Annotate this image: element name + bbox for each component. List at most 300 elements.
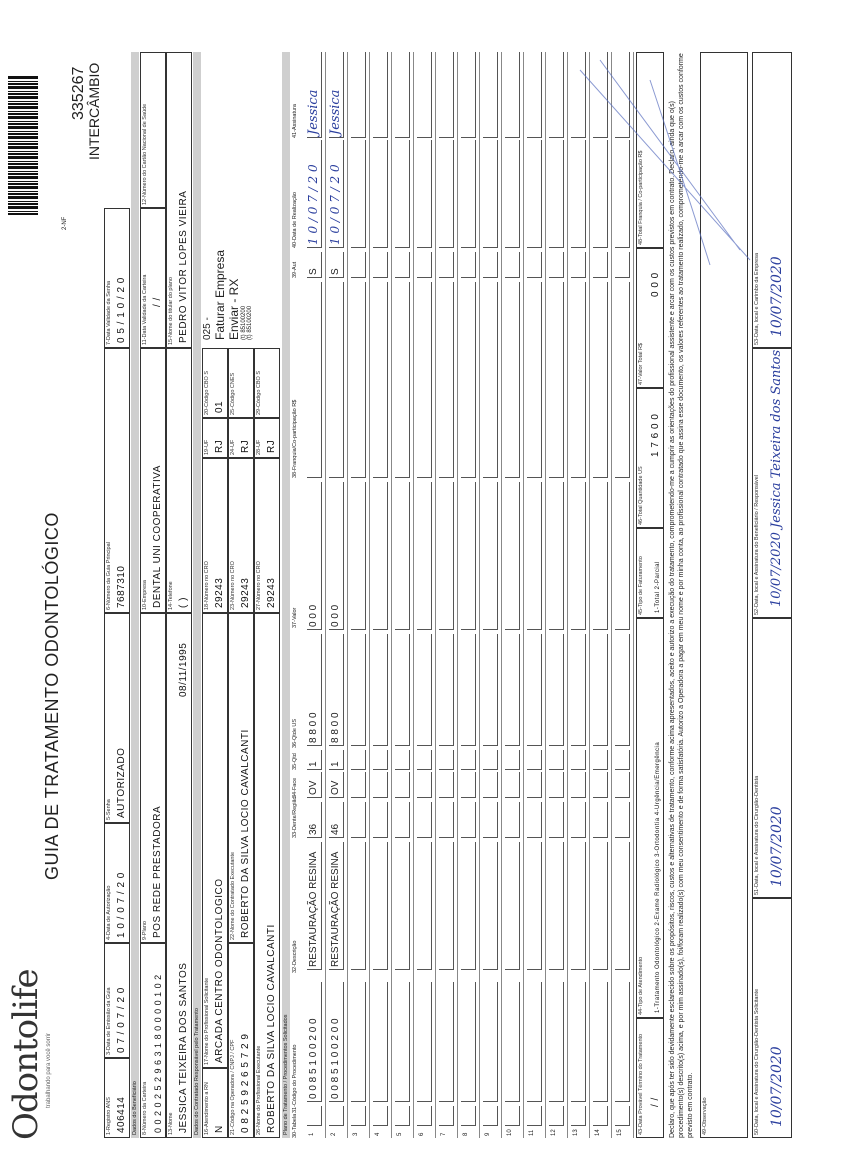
nome-solicitante-field: 17-Nome do Profissional Solicitante ARCADA CENTRO ODONTOLOGICO [202, 613, 228, 1068]
tipo-atendimento-value: 1-Tratamento Odontológico 2-Exame Radiológico 3-Ortodontia 4-Urgência/Emergência [655, 741, 661, 1013]
cell-qty: 1 [330, 761, 341, 767]
cell-tooth: 46 [330, 823, 341, 835]
table-cell [461, 52, 476, 138]
table-cell [615, 282, 630, 478]
table-row [392, 52, 414, 1138]
table-cell [351, 842, 366, 970]
table-cell [615, 1106, 630, 1126]
empresa-value: DENTAL UNI COOPERATIVA [152, 465, 163, 608]
table-cell [549, 634, 564, 746]
page-title: GUIA DE TRATAMENTO ODONTOLÓGICO [42, 512, 62, 880]
table-cell [461, 252, 476, 278]
table-cell [417, 52, 432, 138]
table-cell [571, 282, 586, 478]
table-cell [395, 52, 410, 138]
cell-data: 1 0 / 0 7 / 2 0 [306, 164, 320, 245]
plano-value: POS REDE PRESTADORA [152, 805, 163, 938]
row-number: 5 [397, 1132, 403, 1136]
table-cell [571, 842, 586, 970]
cartao-nacional-field: 12-Número do Cartão Nacional de Saúde [140, 52, 166, 208]
table-cell [417, 982, 432, 1102]
col-face: 34-Face [292, 777, 298, 798]
tipo-atendimento-field: 44-Tipo de Atendimento 1-Tratamento Odontológico 2-Exame Radiológico 3-Ortodontia 4-Urgência/Emergência [636, 618, 664, 1018]
table-cell [307, 1106, 322, 1126]
table-cell [549, 842, 564, 970]
sig53-value: 10/07/2020 [769, 256, 785, 337]
table-cell [439, 52, 454, 138]
table-cell [549, 482, 564, 630]
col-valor: 37-Valor [292, 607, 298, 628]
table-cell [483, 52, 498, 138]
table-cell [351, 482, 366, 630]
table-row [458, 52, 480, 1138]
total-us-field: 46-Total Quantidade US 1 7 6 0 0 [636, 388, 664, 528]
table-cell [527, 282, 542, 478]
table-cell [505, 802, 520, 838]
table-cell [527, 252, 542, 278]
table-cell [417, 140, 432, 248]
table-row [414, 52, 436, 1138]
data-autorizacao-field: 4-Data de Autorização 1 0 / 0 7 / 2 0 [104, 823, 130, 943]
faturamento-field: 45-Tipo de Faturamento 1-Total 2-Parcial [636, 528, 664, 618]
cro-executante-field: 27-Número no CRO 29243 [254, 458, 280, 613]
table-row [348, 52, 370, 1138]
table-cell [571, 1106, 586, 1126]
table-cell [615, 750, 630, 770]
table-cell [615, 482, 630, 630]
faturamento-value: 1-Total 2-Parcial [655, 561, 661, 613]
sig50-value: 10/07/2020 [769, 1046, 785, 1127]
cell-tooth: 36 [308, 823, 319, 835]
validade-carteira-field: 11-Data Validade da Carteira / / [140, 208, 166, 348]
table-cell [483, 140, 498, 248]
observacao-field: 49-Observação [700, 52, 748, 1138]
table-cell [593, 634, 608, 746]
table-cell [505, 750, 520, 770]
cell-us: 8 8 0 0 [308, 712, 319, 743]
cro-solicitante-field: 18-Número no CRO 29243 [202, 458, 228, 613]
cell-valor: 0 0 0 [308, 604, 319, 627]
barcode [8, 75, 38, 215]
carteira-value: 0 0 2 0 2 5 2 9 6 3 1 8 0 0 0 0 1 0 2 [153, 974, 163, 1133]
table-cell [395, 252, 410, 278]
table-cell [461, 772, 476, 798]
atendimento-rn-field: 16-Atendimento a RN N [202, 1068, 228, 1138]
table-cell [593, 1106, 608, 1126]
table-cell [417, 482, 432, 630]
side-note-code: 025 - [202, 317, 213, 340]
franquia-field: 48-Total Franquia / Co-participação R$ [636, 52, 664, 248]
senha-value: AUTORIZADO [116, 747, 127, 818]
table-cell [373, 52, 388, 138]
table-cell [505, 772, 520, 798]
row-number: 10 [507, 1129, 513, 1136]
table-cell [351, 772, 366, 798]
validade-carteira-value: / / [152, 297, 163, 307]
table-cell [461, 750, 476, 770]
cro-executante-value: 29243 [266, 577, 277, 608]
table-cell [505, 482, 520, 630]
total-us-value: 1 7 6 0 0 [650, 413, 661, 457]
nome-value: JESSICA TEIXEIRA DOS SANTOS [178, 962, 189, 1133]
telefone-value: ( ) [178, 597, 189, 608]
cod-operadora-value: 0 8 2 5 9 2 6 5 7 2 9 [240, 1033, 251, 1133]
table-row [502, 52, 524, 1138]
table-cell [307, 750, 322, 770]
cbo-executante-field: 29-Código CBO S [254, 348, 280, 418]
uf-executante-value: RJ [266, 439, 277, 453]
table-cell [351, 140, 366, 248]
table-cell [615, 982, 630, 1102]
table-cell [615, 802, 630, 838]
table-cell [593, 842, 608, 970]
version-code: 2-NF [62, 216, 68, 230]
table-cell [395, 982, 410, 1102]
col-qtd: 35-Qtd [292, 753, 298, 770]
table-cell [483, 252, 498, 278]
table-cell [527, 802, 542, 838]
row-number: 13 [573, 1129, 579, 1136]
table-cell [461, 482, 476, 630]
table-row [436, 52, 458, 1138]
table-cell [373, 772, 388, 798]
table-cell [439, 1106, 454, 1126]
table-cell [483, 482, 498, 630]
plano-field: 9-Plano POS REDE PRESTADORA [140, 613, 166, 943]
table-cell [417, 634, 432, 746]
table-cell [351, 982, 366, 1102]
table-cell [527, 52, 542, 138]
intercambio-label: INTERCÂMBIO [86, 62, 102, 160]
table-cell [439, 982, 454, 1102]
table-cell [505, 52, 520, 138]
table-row [480, 52, 502, 1138]
table-cell [593, 802, 608, 838]
termino-field: 43-Data Provável Término do Tratamento / / [636, 1018, 664, 1138]
table-cell [439, 252, 454, 278]
table-cell [527, 982, 542, 1102]
side-note [202, 160, 280, 340]
sig51-field: 51-Data, local e Assinatura do Cirurgião-Dentista 10/07/2020 [752, 618, 792, 898]
table-cell [505, 282, 520, 478]
table-cell [395, 140, 410, 248]
row-number: 4 [375, 1132, 381, 1136]
termino-value: / / [650, 1097, 661, 1107]
table-cell [505, 140, 520, 248]
sig51-value: 10/07/2020 [769, 806, 785, 887]
col-descricao: 32-Descrição [292, 940, 298, 973]
table-cell [593, 282, 608, 478]
side-note-phone2: (t) 85100200 [247, 305, 253, 340]
data-emissao-field: 3-Data de Emissão da Guia 0 7 / 0 7 / 2 0 [104, 943, 130, 1058]
table-cell [329, 282, 344, 478]
cell-data: 1 0 / 0 7 / 2 0 [328, 164, 342, 245]
cell-code: 0 0 8 5 1 0 0 2 0 0 [308, 1018, 319, 1099]
table-cell [549, 750, 564, 770]
table-cell [395, 282, 410, 478]
table-cell [439, 750, 454, 770]
registro-ans-value: 406414 [116, 1096, 127, 1133]
table-cell [549, 772, 564, 798]
valor-total-field: 47-Valor Total R$ 0 0 0 [636, 248, 664, 388]
col-franquia: 38-Franquia/Co-participação R$ [292, 399, 298, 478]
table-cell [373, 802, 388, 838]
uf-executante-field: 28-UF RJ [254, 418, 280, 458]
table-cell [307, 282, 322, 478]
table-cell [373, 982, 388, 1102]
table-cell [395, 634, 410, 746]
table-cell [461, 634, 476, 746]
cell-desc: RESTAURAÇÃO RESINA [308, 851, 319, 967]
cell-aut: S [330, 268, 341, 275]
table-cell [571, 634, 586, 746]
table-cell [483, 1106, 498, 1126]
table-cell [483, 842, 498, 970]
col-tabela: 30-Tabela [292, 1113, 298, 1138]
data-emissao-value: 0 7 / 0 7 / 2 0 [116, 987, 127, 1053]
table-cell [351, 802, 366, 838]
table-cell [329, 750, 344, 770]
table-cell [527, 482, 542, 630]
cell-face: OV [308, 780, 319, 795]
table-cell [439, 140, 454, 248]
table-cell [351, 634, 366, 746]
cell-sign: Jessica [328, 89, 343, 135]
atendimento-rn-value: N [214, 1125, 225, 1133]
table-cell [417, 842, 432, 970]
nome-executante-value: ROBERTO DA SILVA LOCIO CAVALCANTI [266, 924, 277, 1133]
table-cell [505, 842, 520, 970]
cell-us: 8 8 0 0 [330, 712, 341, 743]
nome-executante-field: 26-Nome do Profissional Executante ROBERTO DA SILVA LOCIO CAVALCANTI [254, 613, 280, 1138]
table-cell [417, 282, 432, 478]
logo-tagline: trabalhando para você sorrir [46, 1032, 52, 1108]
table-cell [527, 772, 542, 798]
table-cell [373, 252, 388, 278]
section-plano: Plano de Tratamento / Procedimentos Solicitados [282, 52, 290, 1138]
row-number: 12 [551, 1129, 557, 1136]
cro-solicitante-value: 29243 [214, 577, 225, 608]
table-cell [395, 802, 410, 838]
table-cell [351, 1106, 366, 1126]
nome-contratado-field: 22-Nome do Contratado Executante ROBERTO DA SILVA LOCIO CAVALCANTI [228, 613, 254, 943]
logo [6, 969, 46, 1140]
col-aut: 39-Aut [292, 261, 298, 278]
cro-contratado-value: 29243 [240, 577, 251, 608]
col-assinatura: 41-Assinatura [292, 104, 298, 138]
row-number: 8 [463, 1132, 469, 1136]
cell-sign: Jessica [306, 89, 321, 135]
nome-contratado-value: ROBERTO DA SILVA LOCIO CAVALCANTI [240, 729, 251, 938]
table-cell [373, 140, 388, 248]
row-number: 6 [419, 1132, 425, 1136]
table-header [292, 52, 302, 1138]
table-cell [505, 1106, 520, 1126]
logo-text: Odontolife [6, 969, 46, 1140]
side-note-line1: Faturar Empresa [213, 249, 227, 340]
cell-desc: RESTAURAÇÃO RESINA [330, 851, 341, 967]
row-number: 2 [331, 1132, 337, 1136]
cnes-field: 25-Código CNES [228, 348, 254, 418]
table-cell [505, 634, 520, 746]
declaration-text: Declaro, que após ter sido devidamente esclarecido sobre os propósitos, riscos, custos e alternativas de tratamento, conforme acima apresentados, aceito e autorizo a execução do tratamento, comprometendo-me a cumprir as orientações do profissional assistente e arcar com os custos previstos em contrato. Declaro, ainda que o(s) procedimento(s) descrito(s) acima, e por mim assinado(s), foi/foram realizado(s) com meu consentimento e de forma satisfatória. Autorizo a Operadora a pagar em meu nome e por minha conta, ao profissional contratado que assina esse documento, os valores referentes ao tratamento realizado, comprometendo-me a arcar com os custos conforme previsto em contrato. [669, 53, 694, 1138]
table-row [524, 52, 546, 1138]
table-cell [373, 634, 388, 746]
titular-value: PEDRO VITOR LOPES VIEIRA [178, 190, 189, 343]
table-cell [549, 982, 564, 1102]
table-cell [395, 842, 410, 970]
cell-valor: 0 0 0 [330, 604, 341, 627]
table-cell [373, 482, 388, 630]
table-cell [483, 772, 498, 798]
table-cell [417, 252, 432, 278]
table-cell [615, 634, 630, 746]
nome-solicitante-value: ARCADA CENTRO ODONTOLOGICO [214, 878, 225, 1063]
cell-face: OV [330, 780, 341, 795]
row-number: 3 [353, 1132, 359, 1136]
senha-field: 5-Senha AUTORIZADO [104, 613, 130, 823]
section-contratado: Dados do Contratado Responsável pelo Tratamento [193, 52, 201, 1138]
cell-aut: S [308, 268, 319, 275]
table-row [326, 52, 348, 1138]
table-cell [395, 1106, 410, 1126]
valor-total-value: 0 0 0 [650, 272, 661, 297]
table-cell [571, 750, 586, 770]
table-cell [483, 982, 498, 1102]
sig52-field: 52-Data, local e Assinatura do Beneficiário / Responsável 10/07/2020 Jessica Teixeira dos Santos [752, 348, 792, 618]
table-cell [505, 252, 520, 278]
table-cell [461, 842, 476, 970]
validade-senha-value: 0 5 / 1 0 / 2 0 [116, 277, 127, 343]
table-cell [483, 750, 498, 770]
side-note-line2: Enviar - RX [227, 278, 241, 340]
cro-contratado-field: 23-Número no CRO 29243 [228, 458, 254, 613]
table-cell [417, 772, 432, 798]
table-cell [461, 1106, 476, 1126]
table-cell [593, 982, 608, 1102]
col-dente: 33-Dente/Região [292, 796, 298, 838]
table-cell [395, 750, 410, 770]
carteira-field: 8-Número da Carteira 0 0 2 0 2 5 2 9 6 3 1 8 0 0 0 0 1 0 2 [140, 943, 166, 1138]
table-cell [439, 842, 454, 970]
table-cell [461, 282, 476, 478]
table-cell [351, 282, 366, 478]
table-cell [351, 252, 366, 278]
guide-number: 335267 [70, 66, 87, 120]
stamp-scribble [560, 50, 760, 270]
table-cell [615, 772, 630, 798]
table-cell [527, 750, 542, 770]
table-cell [461, 140, 476, 248]
row-number: 9 [485, 1132, 491, 1136]
cod-operadora-field: 21-Código na Operadora / CNPJ / CPF 0 8 2 5 9 2 6 5 7 2 9 [228, 943, 254, 1138]
sig53-field: 53-Data, local e Carimbo da Empresa 10/07/2020 [752, 52, 792, 348]
table-cell [373, 1106, 388, 1126]
table-cell [483, 282, 498, 478]
table-cell [571, 802, 586, 838]
guia-principal-field: 6-Número da Guia Principal 7687310 [104, 348, 130, 613]
registro-ans-field: 1-Registro ANS 406414 [104, 1058, 130, 1138]
cbo-solicitante-field: 20-Código CBO S 01 [202, 348, 228, 418]
row-number: 14 [595, 1129, 601, 1136]
empresa-field: 10-Empresa DENTAL UNI COOPERATIVA [140, 348, 166, 613]
table-cell [417, 802, 432, 838]
table-cell [439, 634, 454, 746]
table-cell [549, 1106, 564, 1126]
nascimento-value: 08/11/1995 [178, 642, 189, 697]
table-cell [373, 842, 388, 970]
uf-solicitante-value: RJ [214, 439, 225, 453]
section-beneficiario: Dados do Beneficiário [131, 52, 139, 1138]
nome-field: 13-Nome JESSICA TEIXEIRA DOS SANTOS 08/11/1995 [166, 613, 192, 1138]
table-row [304, 52, 326, 1138]
table-cell [527, 140, 542, 248]
telefone-field: 14-Telefone ( ) [166, 348, 192, 613]
row-number: 1 [309, 1132, 315, 1136]
uf-contratado-value: RJ [240, 439, 251, 453]
uf-contratado-field: 24-UF RJ [228, 418, 254, 458]
table-cell [593, 772, 608, 798]
table-cell [439, 772, 454, 798]
table-cell [461, 982, 476, 1102]
table-cell [329, 1106, 344, 1126]
table-cell [527, 1106, 542, 1126]
table-cell [549, 282, 564, 478]
sig50-field: 50-Data, local e Assinatura do Cirurgião-Dentista Solicitante 10/07/2020 [752, 898, 792, 1138]
titular-field: 15-Nome do titular do plano PEDRO VITOR LOPES VIEIRA [166, 52, 192, 348]
guia-principal-value: 7687310 [116, 565, 127, 608]
table-cell [439, 802, 454, 838]
table-cell [527, 842, 542, 970]
table-cell [571, 482, 586, 630]
table-cell [593, 750, 608, 770]
table-cell [615, 842, 630, 970]
table-cell [417, 1106, 432, 1126]
table-cell [373, 750, 388, 770]
table-cell [417, 750, 432, 770]
table-cell [483, 802, 498, 838]
col-us: 36-Qtde US [292, 718, 298, 748]
row-number: 11 [529, 1129, 535, 1136]
side-note-phone1: (t) 85100200 [241, 305, 247, 340]
data-autorizacao-value: 1 0 / 0 7 / 2 0 [116, 872, 127, 938]
table-cell [571, 982, 586, 1102]
row-number: 7 [441, 1132, 447, 1136]
table-cell [395, 772, 410, 798]
validade-senha-field: 7-Data Validade da Senha 0 5 / 1 0 / 2 0 [104, 208, 130, 348]
col-codigo: 31-Código do Procedimento [292, 1044, 298, 1113]
table-cell [571, 772, 586, 798]
table-cell [373, 282, 388, 478]
table-cell [593, 482, 608, 630]
table-cell [351, 750, 366, 770]
table-cell [461, 802, 476, 838]
cell-qty: 1 [308, 761, 319, 767]
uf-solicitante-field: 19-UF RJ [202, 418, 228, 458]
cbo-solicitante-value: 01 [214, 400, 225, 413]
table-cell [439, 282, 454, 478]
table-cell [351, 52, 366, 138]
table-cell [505, 982, 520, 1102]
col-data: 40-Data de Realização [292, 192, 298, 248]
table-cell [439, 482, 454, 630]
table-row [370, 52, 392, 1138]
table-cell [527, 634, 542, 746]
table-cell [483, 634, 498, 746]
sig52-value: 10/07/2020 Jessica Teixeira dos Santos [769, 349, 784, 607]
cell-code: 0 0 8 5 1 0 0 2 0 0 [330, 1018, 341, 1099]
table-cell [395, 482, 410, 630]
